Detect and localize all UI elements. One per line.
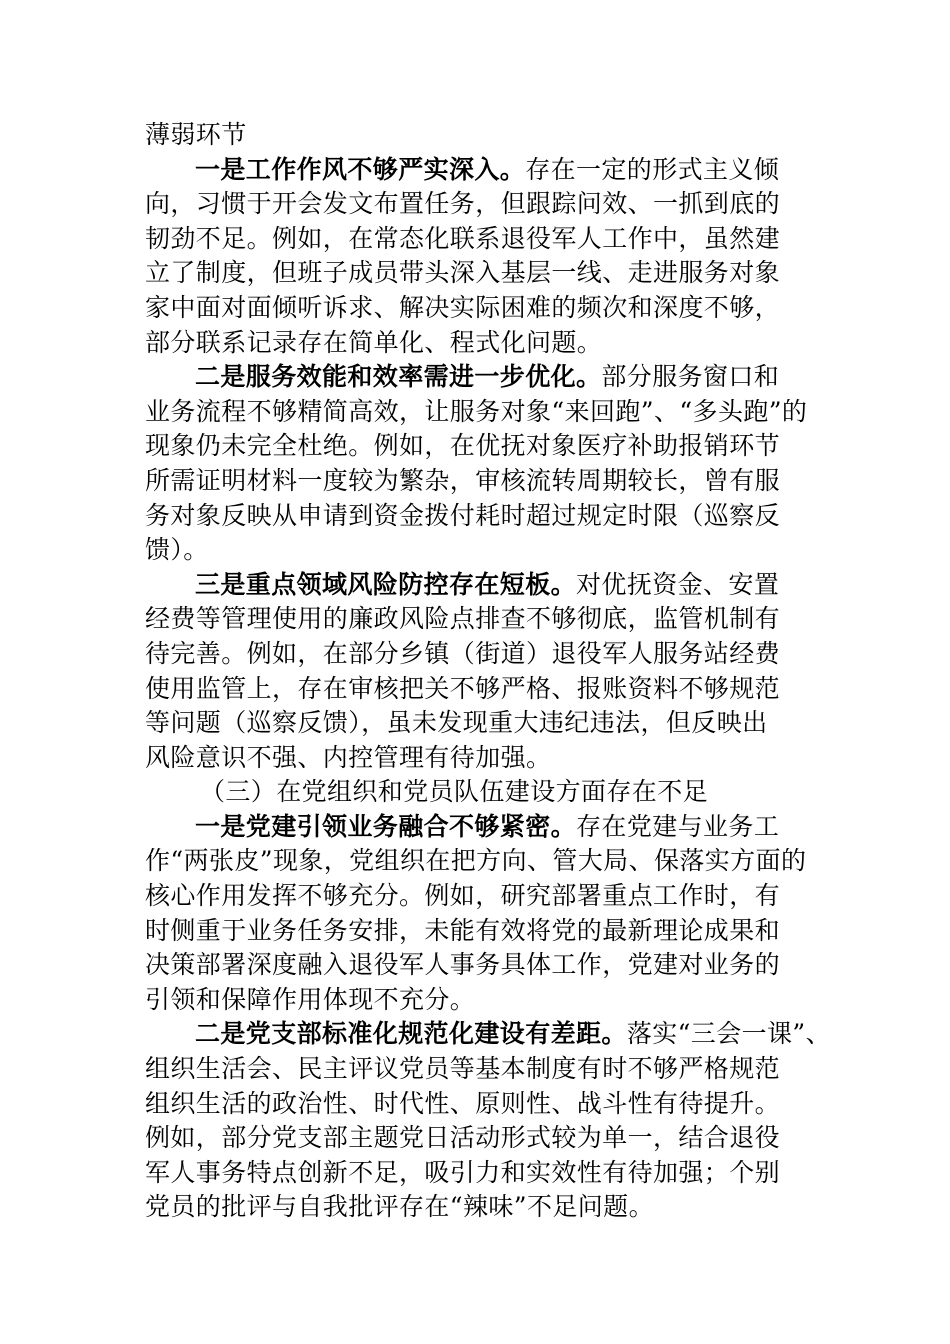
line-text: 组织生活的政治性、时代性、原则性、战斗性有待提升。 — [145, 1088, 781, 1118]
text-line — [145, 1190, 810, 1225]
text-line — [145, 1087, 810, 1122]
line-text: 家中面对面倾听诉求、解决实际困难的频次和深度不够， — [145, 292, 781, 322]
text-line — [145, 187, 810, 222]
text-line — [145, 429, 810, 464]
text-line — [145, 879, 810, 914]
heading-text: （三）在党组织和党员队伍建设方面存在不足 — [200, 777, 709, 807]
line-text: 使用监管上，存在审核把关不够严格、报账资料不够规范 — [145, 673, 781, 703]
paragraph-first-line — [145, 810, 810, 845]
paragraph-first-line — [145, 1017, 831, 1052]
text-line — [145, 256, 810, 291]
section-heading — [145, 775, 810, 810]
text-line — [145, 844, 810, 879]
text-line — [145, 1156, 810, 1191]
text-line — [145, 672, 810, 707]
line-text: 待完善。例如，在部分乡镇（街道）退役军人服务站经费 — [145, 638, 781, 668]
line-text: 引领和保障作用体现不充分。 — [145, 984, 476, 1014]
text-line — [145, 222, 810, 257]
text-line — [145, 1052, 810, 1087]
line-text: 向，习惯于开会发文布置任务，但跟踪问效、一抓到底的 — [145, 189, 781, 219]
line-text: 风险意识不强、内控管理有待加强。 — [145, 742, 552, 772]
line-text: 存在一定的形式主义倾 — [525, 154, 780, 184]
line-text: 军人事务特点创新不足，吸引力和实效性有待加强；个别 — [145, 1157, 781, 1187]
line-text: 部分服务窗口和 — [601, 362, 780, 392]
text-line — [145, 706, 810, 741]
paragraph-lead: 二是党支部标准化规范化建设有差距。 — [195, 1019, 627, 1049]
line-text: 经费等管理使用的廉政风险点排查不够彻底，监管机制有 — [145, 604, 781, 634]
paragraph-first-line — [145, 153, 810, 188]
line-text: 核心作用发挥不够充分。例如，研究部署重点工作时，有 — [145, 881, 781, 911]
text-line — [145, 499, 810, 534]
line-text: 部分联系记录存在简单化、程式化问题。 — [145, 327, 603, 357]
text-line — [145, 637, 810, 672]
line-text: 所需证明材料一度较为繁杂，审核流转周期较长，曾有服 — [145, 465, 781, 495]
line-text: 党员的批评与自我批评存在“辣味”不足问题。 — [145, 1192, 654, 1222]
line-text: 决策部署深度融入退役军人事务具体工作，党建对业务的 — [145, 950, 781, 980]
text-line — [145, 464, 810, 499]
paragraph-lead: 三是重点领域风险防控存在短板。 — [195, 569, 577, 599]
paragraph-first-line — [145, 360, 810, 395]
text-line — [145, 291, 810, 326]
text-line — [145, 948, 810, 983]
line-text: 务对象反映从申请到资金拨付耗时超过规定时限（巡察反 — [145, 500, 781, 530]
line-text: 馈）。 — [145, 535, 209, 565]
line-text: 韧劲不足。例如，在常态化联系退役军人工作中，虽然建 — [145, 223, 781, 253]
text-line — [145, 326, 810, 361]
text-line — [145, 118, 810, 153]
line-text: 等问题（巡察反馈），虽未发现重大违纪违法，但反映出 — [145, 708, 768, 738]
text-line — [145, 395, 810, 430]
line-text: 作“两张皮”现象，党组织在把方向、管大局、保落实方面的 — [145, 846, 807, 876]
text-line — [145, 741, 810, 776]
line-text: 立了制度，但班子成员带头深入基层一线、走进服务对象 — [145, 258, 781, 288]
line-text: 存在党建与业务工 — [576, 811, 780, 841]
paragraph-lead: 二是服务效能和效率需进一步优化。 — [195, 362, 602, 392]
text-line — [145, 983, 810, 1018]
text-line — [145, 533, 810, 568]
paragraph-lead: 一是党建引领业务融合不够紧密。 — [195, 811, 577, 841]
line-text: 时侧重于业务任务安排，未能有效将党的最新理论成果和 — [145, 915, 781, 945]
line-text: 对优抚资金、安置 — [576, 569, 780, 599]
text-line — [145, 1121, 810, 1156]
line-text: 组织生活会、民主评议党员等基本制度有时不够严格规范 — [145, 1054, 781, 1084]
text-line — [145, 602, 810, 637]
paragraph-first-line — [145, 568, 810, 603]
line-text: 落实“三会一课”、 — [626, 1019, 831, 1049]
line-text: 现象仍未完全杜绝。例如，在优抚对象医疗补助报销环节 — [145, 431, 781, 461]
line-text: 业务流程不够精简高效，让服务对象“来回跑”、“多头跑”的 — [145, 396, 808, 426]
line-text: 薄弱环节 — [145, 120, 247, 149]
paragraph-lead: 一是工作作风不够严实深入。 — [195, 154, 526, 184]
text-line — [145, 914, 810, 949]
line-text: 例如，部分党支部主题党日活动形式较为单一，结合退役 — [145, 1123, 781, 1153]
